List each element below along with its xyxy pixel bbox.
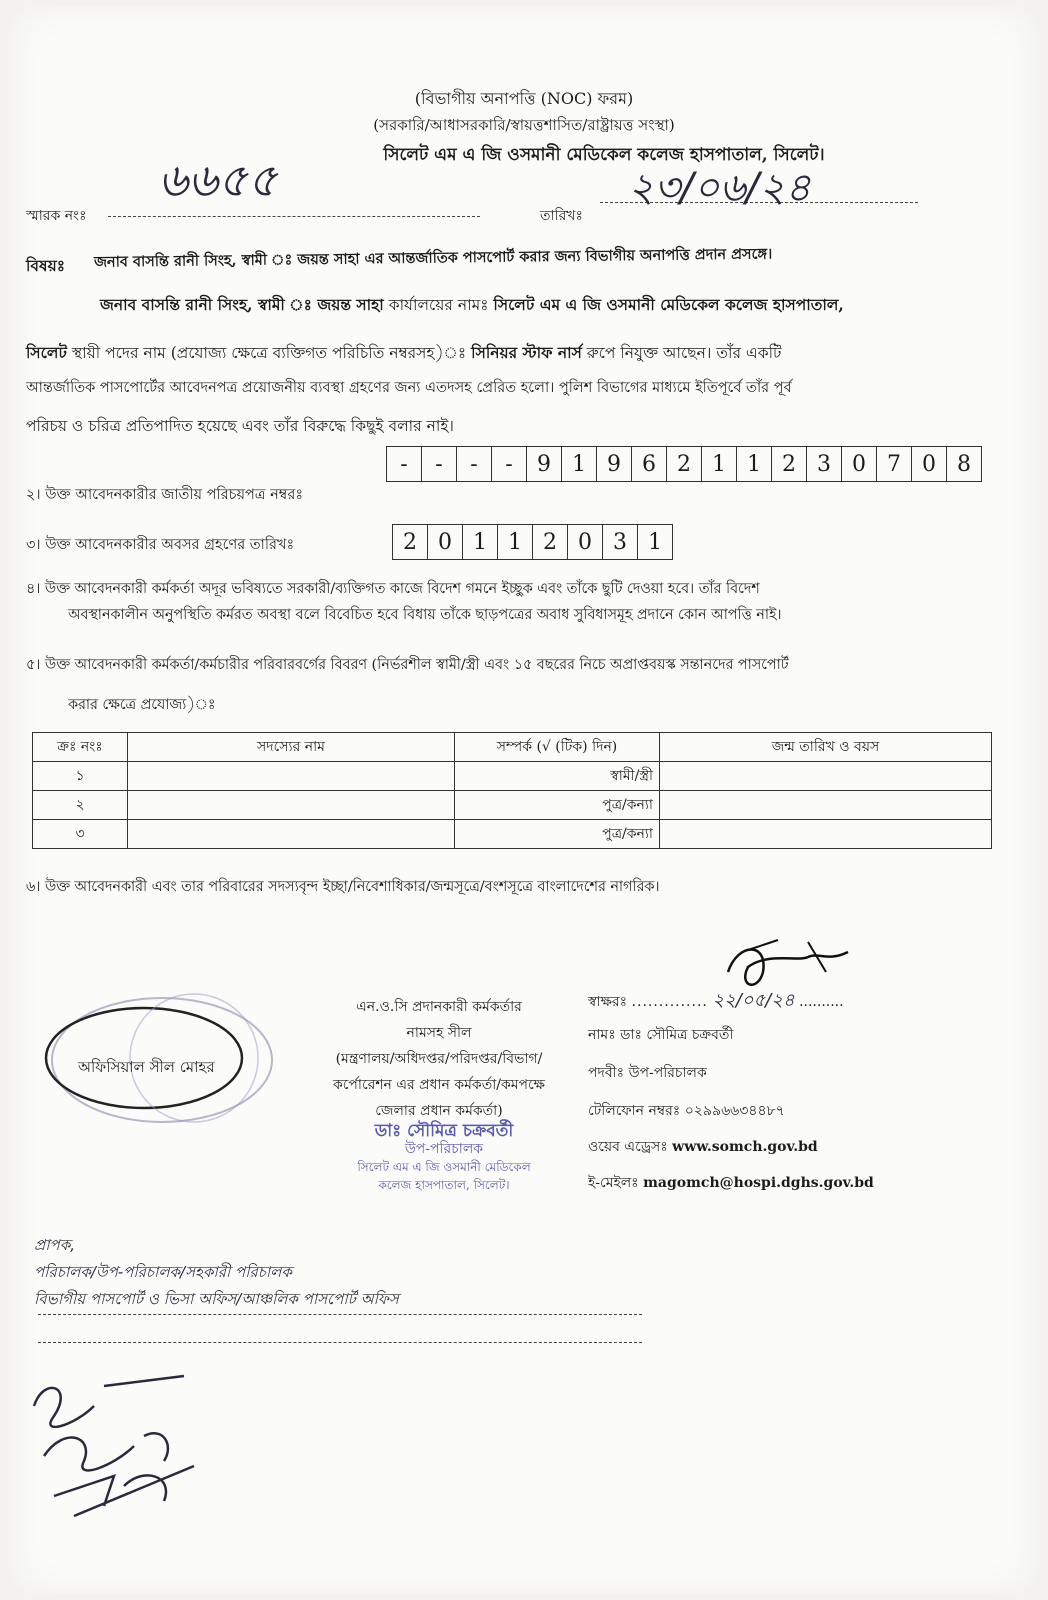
retirement-digit-box: 1 bbox=[498, 525, 533, 559]
officer-stamp bbox=[324, 1122, 564, 1194]
stamp-org1: সিলেট এম এ জি ওসমানী মেডিকেল bbox=[357, 1160, 531, 1174]
post-tail: রুপে নিযুক্ত আছেন। তাঁর একটি bbox=[586, 344, 782, 362]
office-city: সিলেট bbox=[26, 343, 67, 362]
para1-line3: আন্তর্জাতিক পাসপোর্টের আবেদনপত্র প্রয়োজনীয় ব্যবস্থা গ্রহণের জন্য এতদসহ প্রেরিত হলো। পুলিশ বিভাগের মাধ্যমে ইতিপূর্বে তাঁর পূর্ব bbox=[26, 380, 792, 396]
subject-label: বিষয়ঃ bbox=[26, 256, 66, 275]
row-relation: পুত্র/কন্যা bbox=[455, 820, 660, 849]
nid-label: ২। উক্ত আবেদনকারীর জাতীয় পরিচয়পত্র নম্বরঃ bbox=[26, 487, 304, 503]
web-value: www.somch.gov.bd bbox=[672, 1139, 818, 1155]
date-value: ২৩/০৬/২৪ bbox=[628, 165, 811, 211]
memo-label: স্মারক নংঃ bbox=[26, 208, 87, 224]
nid-digit-box: - bbox=[492, 447, 527, 481]
seal-line1: এন.ও.সি প্রদানকারী কর্মকর্তার bbox=[356, 999, 522, 1015]
para1-line1 bbox=[100, 288, 1040, 322]
recipient-line3: বিভাগীয় পাসপোর্ট ও ভিসা অফিস/আঞ্চলিক পাসপোর্ট অফিস bbox=[34, 1290, 399, 1308]
name-label: নামঃ bbox=[588, 1027, 616, 1043]
seal-line5: জেলার প্রধান কর্মকর্তা) bbox=[375, 1103, 503, 1119]
nid-digit-box: - bbox=[387, 447, 422, 481]
retirement-boxes bbox=[392, 524, 673, 560]
nid-digit-box: - bbox=[457, 447, 492, 481]
form-subtitle: (সরকারি/আধাসরকারি/স্বায়ত্তশাসিত/রাষ্ট্রায়ত্ত সংস্থা) bbox=[373, 116, 675, 134]
para1-line2 bbox=[26, 336, 1036, 370]
handwritten-signature bbox=[708, 932, 878, 1002]
row-relation: পুত্র/কন্যা bbox=[455, 791, 660, 820]
row-birth bbox=[660, 791, 992, 820]
nid-boxes bbox=[386, 446, 982, 482]
item4-line2: অবস্থানকালীন অনুপস্থিতি কর্মরত অবস্থা বলে বিবেচিত হবে বিধায় তাঁকে ছাড়পত্রের অবাধ সুবিধাসমূহ প্রদানে কোন আপত্তি নাই। bbox=[68, 607, 782, 623]
handwritten-note-scribble bbox=[14, 1366, 214, 1526]
nid-digit-box: 3 bbox=[807, 447, 842, 481]
date-label: তারিখঃ bbox=[540, 208, 583, 224]
nid-digit-box: 9 bbox=[597, 447, 632, 481]
seal-line2: নামসহ সীল bbox=[406, 1025, 472, 1041]
post-label: স্থায়ী পদের নাম (প্রযোজ্য ক্ষেত্রে ব্যক্তিগত পরিচিতি নম্বরসহ)ঃ bbox=[71, 344, 467, 362]
phone-label: টেলিফোন নম্বরঃ bbox=[588, 1103, 681, 1119]
item5-line2: করার ক্ষেত্রে প্রযোজ্য)ঃ bbox=[68, 697, 216, 713]
seal-instructions bbox=[304, 994, 574, 1124]
nid-digit-box: 8 bbox=[957, 451, 971, 477]
phone-value: ০২৯৯৬৬৩৪৪৮৭ bbox=[684, 1103, 785, 1119]
retirement-digit-box: 1 bbox=[648, 529, 662, 555]
applicant-name: জনাব বাসন্তি রানী সিংহ, স্বামী ঃ জয়ন্ত সাহা bbox=[100, 295, 384, 314]
row-relation: স্বামী/স্ত্রী bbox=[455, 762, 660, 791]
phone-row bbox=[588, 1094, 785, 1128]
row-birth bbox=[660, 762, 992, 791]
row-name bbox=[128, 820, 455, 849]
stamp-title: উপ-পরিচালক bbox=[404, 1141, 484, 1157]
nid-digit-box: 0 bbox=[842, 447, 877, 481]
item5-line1: ৫। উক্ত আবেদনকারী কর্মকর্তা/কর্মচারীর পরিবারবর্গের বিবরণ (নির্ভরশীল স্বামী/স্ত্রী এবং ১৫ বছরের নিচে অপ্রাপ্তবয়স্ক সন্তানদের পাসপোর্ট bbox=[26, 657, 789, 673]
retirement-label: ৩। উক্ত আবেদনকারীর অবসর গ্রহণের তারিখঃ bbox=[26, 537, 295, 553]
para1-line4: পরিচয় ও চরিত্র প্রতিপাদিত হয়েছে এবং তাঁর বিরুদ্ধে কিছুই বলার নাই। bbox=[26, 417, 454, 435]
nid-digit-box: 6 bbox=[632, 447, 667, 481]
row-serial: ৩ bbox=[33, 820, 128, 849]
designation-value: উপ-পরিচালক bbox=[628, 1065, 707, 1081]
row-birth bbox=[660, 820, 992, 849]
signature-dots: .............. bbox=[631, 994, 708, 1010]
row-serial: ২ bbox=[33, 791, 128, 820]
signature-date: ২২/০৫/২৪ bbox=[712, 990, 795, 1011]
col-birth: জন্ম তারিখ ও বয়স bbox=[660, 733, 992, 762]
col-name: সদস্যের নাম bbox=[128, 733, 455, 762]
nid-digit-box: 2 bbox=[667, 447, 702, 481]
web-row bbox=[588, 1130, 818, 1164]
recipient-line-a bbox=[38, 1314, 642, 1315]
noc-form-page bbox=[8, 6, 1040, 1594]
retirement-digit-box: 1 bbox=[463, 525, 498, 559]
row-name bbox=[128, 791, 455, 820]
office-name: সিলেট এম এ জি ওসমানী মেডিকেল কলেজ হাসপাতাল, bbox=[493, 295, 844, 314]
name-value: ডাঃ সৌমিত্র চক্রবর্তী bbox=[620, 1027, 734, 1043]
family-table bbox=[32, 732, 992, 849]
retirement-digit-box: 0 bbox=[568, 525, 603, 559]
nid-digit-box: - bbox=[422, 447, 457, 481]
recipient-line-b bbox=[38, 1342, 642, 1343]
seal-line3: (মন্ত্রণালয়/অধিদপ্তর/পরিদপ্তর/বিভাগ/ bbox=[335, 1051, 543, 1067]
retirement-digit-box: 2 bbox=[533, 525, 568, 559]
form-title: (বিভাগীয় অনাপত্তি (NOC) ফরম) bbox=[414, 89, 634, 108]
retirement-digit-box: 2 bbox=[393, 525, 428, 559]
retirement-digit-box: 3 bbox=[603, 525, 638, 559]
nid-digit-box: 1 bbox=[562, 447, 597, 481]
signature-dots-end: .......... bbox=[799, 994, 844, 1010]
official-seal-label: অফিসিয়াল সীল মোহর bbox=[78, 1058, 215, 1076]
table-row bbox=[33, 791, 992, 820]
designation-row bbox=[588, 1056, 707, 1090]
row-name bbox=[128, 762, 455, 791]
web-label: ওয়েব এড্রেসঃ bbox=[588, 1139, 668, 1155]
email-value: magomch@hospi.dghs.gov.bd bbox=[643, 1175, 874, 1191]
name-row bbox=[588, 1018, 733, 1052]
post-name: সিনিয়র স্টাফ নার্স bbox=[471, 343, 582, 362]
nid-digit-box: 0 bbox=[912, 447, 947, 481]
col-serial: ক্রঃ নংঃ bbox=[33, 733, 128, 762]
nid-digit-box: 2 bbox=[772, 447, 807, 481]
table-row bbox=[33, 820, 992, 849]
designation-label: পদবীঃ bbox=[588, 1065, 625, 1081]
nid-digit-box: 9 bbox=[527, 447, 562, 481]
recipient-line2: পরিচালক/উপ-পরিচালক/সহকারী পরিচালক bbox=[34, 1263, 292, 1281]
office-label: কার্যালয়ের নামঃ bbox=[388, 296, 489, 314]
retirement-digit-box: 0 bbox=[428, 525, 463, 559]
item4-line1: ৪। উক্ত আবেদনকারী কর্মকর্তা অদূর ভবিষ্যতে সরকারী/ব্যক্তিগত কাজে বিদেশ গমনে ইচ্ছুক এবং তাঁকে ছুটি দেওয়া হবে। তাঁর বিদেশ bbox=[26, 581, 760, 597]
col-relation: সম্পর্ক (√ (টিক) দিন) bbox=[455, 733, 660, 762]
row-serial: ১ bbox=[33, 762, 128, 791]
nid-digit-box: 7 bbox=[877, 447, 912, 481]
family-table-header bbox=[33, 733, 992, 762]
item6-text: ৬। উক্ত আবেদনকারী এবং তার পরিবারের সদস্যবৃন্দ ইচ্ছা/নিবেশাধিকার/জন্মসূত্রে/বংশসূত্রে বাংলাদেশের নাগরিক। bbox=[26, 879, 660, 895]
recipient-line1: প্রাপক, bbox=[34, 1236, 75, 1254]
stamp-org2: কলেজ হাসপাতাল, সিলেট। bbox=[378, 1178, 510, 1192]
memo-number: ৬৬৫৫ bbox=[158, 153, 278, 207]
subject-text: জনাব বাসন্তি রানী সিংহ, স্বামী ঃ জয়ন্ত সাহা এর আন্তর্জাতিক পাসপোর্ট করার জন্য বিভাগীয় অনাপত্তি প্রদান প্রসঙ্গে। bbox=[93, 245, 773, 271]
table-row bbox=[33, 762, 992, 791]
nid-digit-box: 1 bbox=[702, 447, 737, 481]
seal-line4: কর্পোরেশন এর প্রধান কর্মকর্তা/কমপক্ষে bbox=[332, 1077, 546, 1093]
signature-label: স্বাক্ষরঃ bbox=[588, 994, 628, 1010]
nid-digit-box: 1 bbox=[737, 447, 772, 481]
recipient-block bbox=[34, 1232, 399, 1313]
institution-name: সিলেট এম এ জি ওসমানী মেডিকেল কলেজ হাসপাতাল, সিলেট। bbox=[383, 145, 825, 165]
email-row bbox=[588, 1166, 874, 1200]
email-label: ই-মেইলঃ bbox=[588, 1175, 639, 1191]
stamp-name: ডাঃ সৌমিত্র চক্রবর্তী bbox=[374, 1121, 514, 1141]
